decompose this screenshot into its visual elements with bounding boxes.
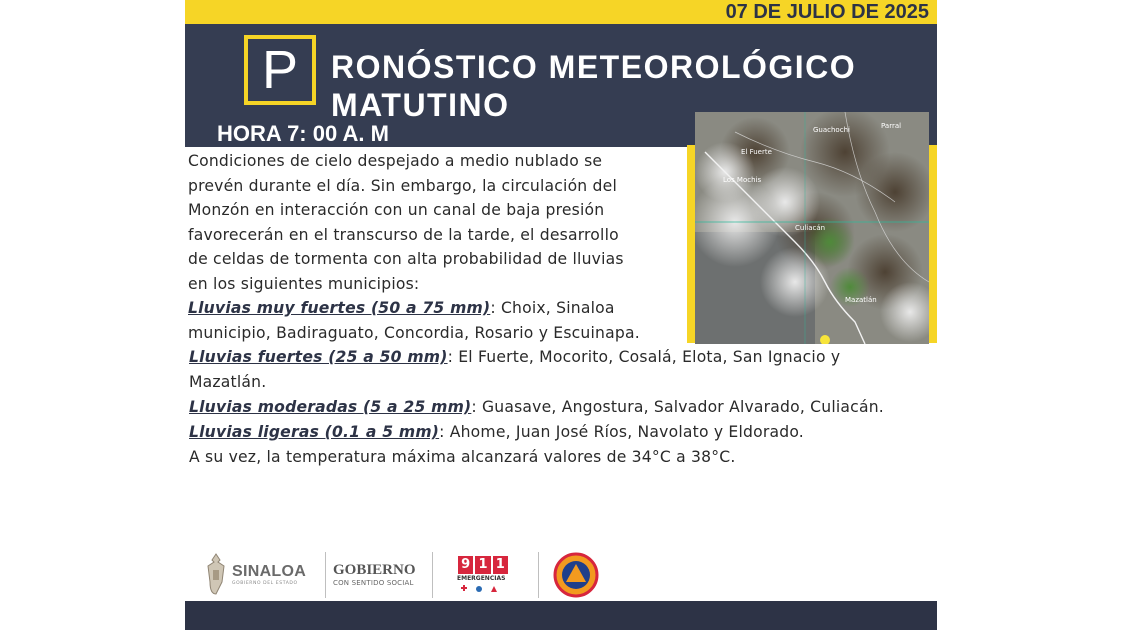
logo-divider [432,552,433,598]
rain-strong-text: : El Fuerte, Mocorito, Cosalá, Elota, San Ignacio y [447,348,841,366]
map-label-el-fuerte: El Fuerte [741,148,772,156]
rain-moderate-text: : Guasave, Angostura, Salvador Alvarado, Culiacán. [471,398,884,416]
intro-line: en los siguientes municipios: [188,274,420,293]
rain-strong-label: Lluvias fuertes (25 a 50 mm) [189,348,448,366]
title-initial-box [244,35,316,105]
intro-paragraph [188,149,678,345]
title-line-1: RONÓSTICO METEOROLÓGICO [331,49,857,85]
logo-strip [185,548,937,602]
map-label-guachochi: Guachochi [813,126,850,134]
intro-line: prevén durante el día. Sin embargo, la circulación del [188,176,617,195]
satellite-map-image [695,112,929,344]
rain-very-strong-text-cont: municipio, Badiraguato, Concordia, Rosario y Escuinapa. [188,323,640,342]
proteccion-civil-icon [553,552,599,598]
map-label-mazatlan: Mazatlán [845,296,877,304]
sinaloa-logo-text: SINALOA [232,563,307,580]
title-line-2: MATUTINO [331,87,510,123]
sinaloa-logo-subtext: GOBIERNO DEL ESTADO [232,581,298,586]
rain-very-strong-text: : Choix, Sinaloa [490,299,615,317]
rain-details [189,345,929,470]
emergency-911-logo [458,556,508,574]
sinaloa-shield-icon [204,552,228,596]
rain-very-strong-label: Lluvias muy fuertes (50 a 75 mm) [188,299,491,317]
rain-very-strong-row [188,296,678,321]
rain-strong-row [189,345,929,370]
rain-light-text: : Ahome, Juan José Ríos, Navolato y Eldorado. [439,423,804,441]
map-label-culiacan: Culiacán [795,224,826,232]
intro-line: Monzón en interacción con un canal de baja presión [188,201,605,219]
gobierno-logo-text: GOBIERNO [333,562,416,578]
temperature-line: A su vez, la temperatura máxima alcanzará valores de 34°C a 38°C. [189,448,736,466]
intro-line: favorecerán en el transcurso de la tarde, el desarrollo [188,225,619,244]
time-label: HORA 7: 00 A. M [217,121,389,146]
map-label-parral: Parral [881,122,902,130]
rain-light-label: Lluvias ligeras (0.1 a 5 mm) [189,423,440,441]
date-label: 07 DE JULIO DE 2025 [725,1,929,23]
emergency-label: EMERGENCIAS [457,575,506,582]
logo-divider [538,552,539,598]
digit-1: 1 [493,556,508,574]
gobierno-logo-subtext: CON SENTIDO SOCIAL [333,579,414,587]
rain-moderate-label: Lluvias moderadas (5 a 25 mm) [189,398,472,416]
rain-light-row [189,420,929,445]
logo-divider [325,552,326,598]
forecast-card [185,0,937,630]
emergency-icons [458,584,508,594]
rain-moderate-row [189,395,929,420]
map-label-los-mochis: Los Mochis [723,176,762,184]
digit-9: 9 [458,556,473,574]
intro-line: de celdas de tormenta con alta probabilidad de lluvias [188,250,624,268]
title-initial: P [261,40,299,100]
rain-strong-text-cont: Mazatlán. [189,373,267,391]
digit-1: 1 [475,556,490,574]
footer-bar [185,601,937,630]
date-bar [185,0,937,24]
intro-line: Condiciones de cielo despejado a medio nublado se [188,152,603,170]
